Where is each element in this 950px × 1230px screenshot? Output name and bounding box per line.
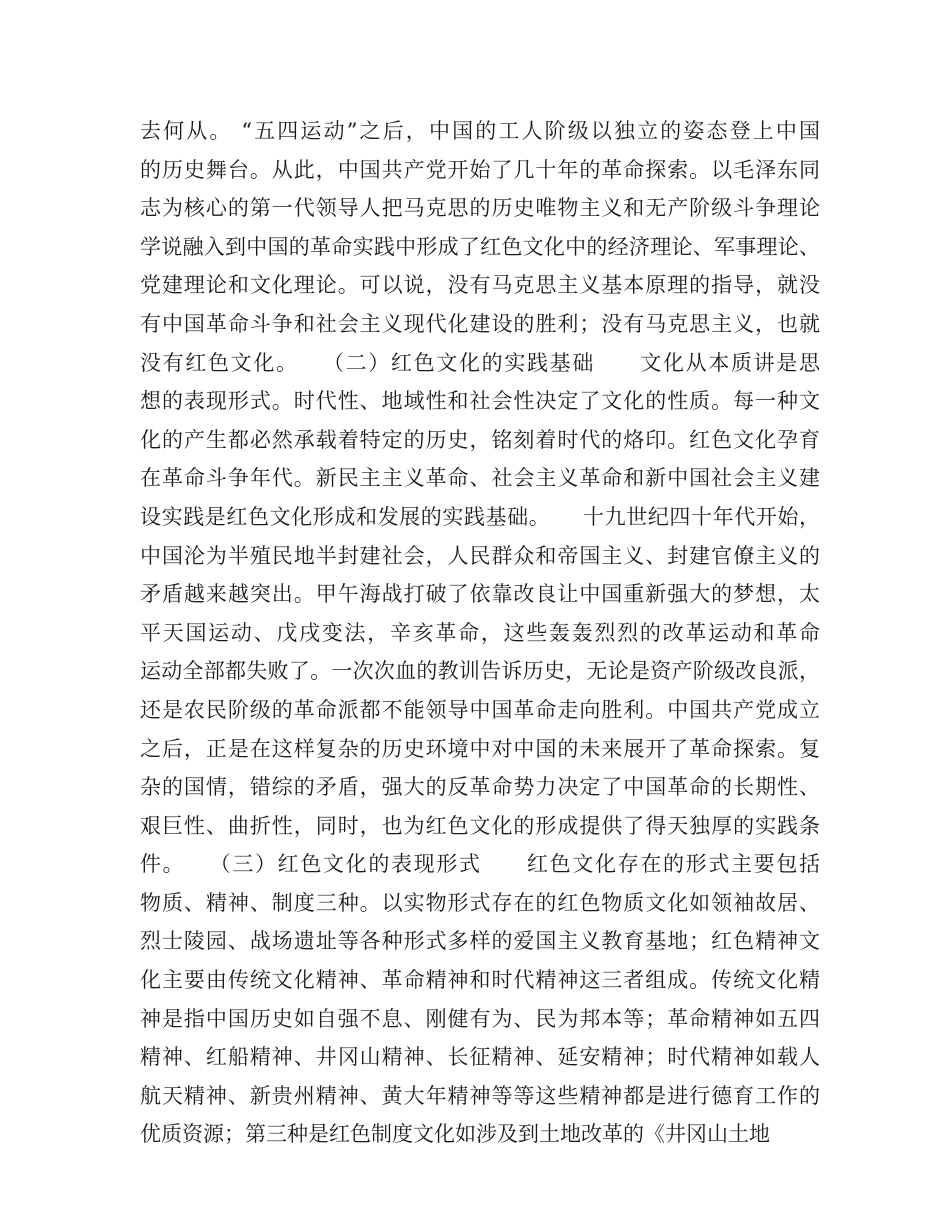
text-line: 化主要由传统文化精神、革命精神和时代精神这三者组成。传统文化精 — [140, 968, 820, 993]
text-line: 航天精神、新贵州精神、黄大年精神等等这些精神都是进行德育工作的 — [140, 1083, 820, 1108]
text-line: 有中国革命斗争和社会主义现代化建设的胜利；没有马克思主义，也就 — [140, 311, 820, 336]
text-line: 件。 （三）红色文化的表现形式 红色文化存在的形式主要包括 — [140, 852, 820, 877]
body-text — [140, 112, 820, 1154]
text-line: 矛盾越来越突出。甲午海战打破了依靠改良让中国重新强大的梦想，太 — [140, 582, 820, 607]
text-line: 运动全部都失败了。一次次血的教训告诉历史，无论是资产阶级改良派， — [140, 659, 820, 684]
text-line: 去何从。 “五四运动”之后，中国的工人阶级以独立的姿态登上中国 — [140, 119, 820, 143]
text-line: 烈士陵园、战场遗址等各种形式多样的爱国主义教育基地；红色精神文 — [140, 929, 820, 954]
text-line: 杂的国情，错综的矛盾，强大的反革命势力决定了中国革命的长期性、 — [140, 775, 820, 800]
text-line: 党建理论和文化理论。可以说，没有马克思主义基本原理的指导，就没 — [140, 273, 820, 298]
text-line: 还是农民阶级的革命派都不能领导中国革命走向胜利。中国共产党成立 — [140, 697, 820, 722]
text-line: 设实践是红色文化形成和发展的实践基础。 十九世纪四十年代开始， — [140, 504, 820, 529]
text-line: 艰巨性、曲折性，同时，也为红色文化的形成提供了得天独厚的实践条 — [140, 813, 820, 838]
text-line: 物质、精神、制度三种。以实物形式存在的红色物质文化如领袖故居、 — [140, 890, 820, 915]
text-line: 优质资源；第三种是红色制度文化如涉及到土地改革的《井冈山土地 — [140, 1122, 770, 1147]
text-line: 之后，正是在这样复杂的历史环境中对中国的未来展开了革命探索。复 — [140, 736, 820, 761]
text-line: 志为核心的第一代领导人把马克思的历史唯物主义和无产阶级斗争理论 — [140, 196, 820, 221]
text-line: 想的表现形式。时代性、地域性和社会性决定了文化的性质。每一种文 — [140, 389, 820, 414]
text-line: 平天国运动、戊戌变法，辛亥革命，这些轰轰烈烈的改革运动和革命 — [140, 620, 820, 645]
text-line: 神是指中国历史如自强不息、刚健有为、民为邦本等；革命精神如五四 — [140, 1006, 820, 1031]
text-line: 中国沦为半殖民地半封建社会，人民群众和帝国主义、封建官僚主义的 — [140, 543, 820, 568]
text-line: 在革命斗争年代。新民主主义革命、社会主义革命和新中国社会主义建 — [140, 466, 820, 491]
text-line: 学说融入到中国的革命实践中形成了红色文化中的经济理论、军事理论、 — [140, 234, 820, 259]
text-line: 的历史舞台。从此，中国共产党开始了几十年的革命探索。以毛泽东同 — [140, 157, 820, 182]
text-line: 没有红色文化。 （二）红色文化的实践基础 文化从本质讲是思 — [140, 350, 820, 375]
text-line: 精神、红船精神、井冈山精神、长征精神、延安精神；时代精神如载人 — [140, 1045, 820, 1070]
text-line: 化的产生都必然承载着特定的历史，铭刻着时代的烙印。红色文化孕育 — [140, 427, 820, 452]
